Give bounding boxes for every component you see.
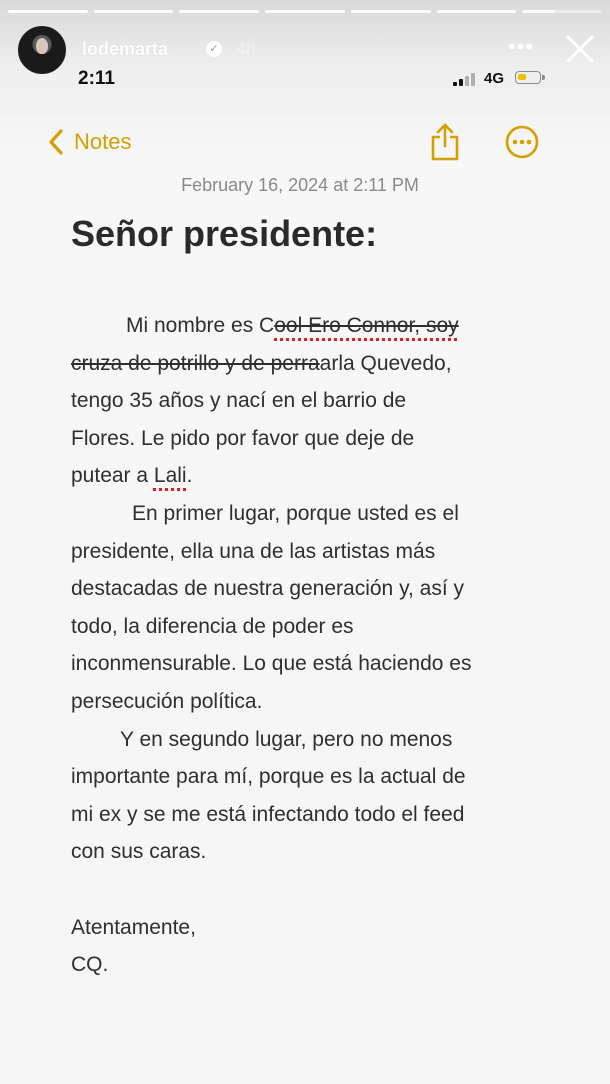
verified-badge-icon: ✓ [206, 41, 222, 57]
note-line: destacadas de nuestra generación y, así y [71, 577, 465, 601]
close-icon[interactable] [563, 32, 597, 66]
network-type: 4G [484, 70, 505, 87]
battery-icon [515, 71, 541, 84]
progress-segment [437, 10, 517, 13]
note-title[interactable]: Señor presidente: [71, 213, 378, 254]
chevron-left-icon [48, 128, 64, 156]
note-line: todo, la diferencia de poder es [71, 614, 354, 638]
note-text-struck [274, 314, 458, 337]
progress-segment [265, 10, 345, 13]
note-line: presidente, ella una de las artistas más [71, 539, 436, 563]
share-icon[interactable] [428, 122, 462, 162]
progress-segment [179, 10, 259, 13]
progress-segment [8, 10, 88, 13]
note-closing: Atentamente, [71, 915, 196, 939]
story-progress-bar [8, 10, 602, 13]
note-line: persecución política. [71, 689, 263, 713]
status-bar-time: 2:11 [78, 68, 115, 89]
battery-tip [542, 75, 545, 80]
note-text: . [186, 464, 193, 488]
story-time-ago: 4h [236, 39, 257, 59]
note-line [71, 307, 551, 345]
note-text-misspelled: ool Ero Connor, soy [274, 314, 459, 337]
note-date: February 16, 2024 at 2:11 PM [181, 175, 419, 195]
note-line: mi ex y se me está infectando todo el feed [71, 802, 465, 826]
progress-segment [351, 10, 431, 13]
note-line [71, 457, 551, 495]
ellipsis-circle-icon[interactable] [504, 124, 540, 160]
avatar[interactable] [18, 26, 66, 74]
note-text-struck: cruza de potrillo y de perra [71, 351, 320, 375]
back-label: Notes [74, 129, 132, 154]
notes-nav-bar [0, 118, 610, 166]
note-text: putear a [71, 464, 154, 488]
note-line: Y en segundo lugar, pero no menos [120, 727, 453, 751]
note-line: En primer lugar, porque usted es el [132, 501, 459, 525]
note-text: Mi nombre es C [126, 314, 275, 337]
note-line: con sus caras. [71, 840, 207, 864]
note-line: importante para mí, porque es la actual de [71, 765, 466, 789]
back-button[interactable] [48, 126, 131, 158]
note-line: tengo 35 años y nací en el barrio de [71, 389, 407, 413]
signal-icon [453, 72, 479, 86]
more-horizontal-icon[interactable]: ••• [508, 34, 535, 59]
note-line: Flores. Le pido por favor que deje de [71, 426, 415, 450]
note-blank-line [71, 871, 551, 909]
note-body[interactable] [71, 307, 551, 984]
note-line [71, 345, 551, 383]
note-line: inconmensurable. Lo que está haciendo es [71, 652, 472, 676]
story-username[interactable]: lodemarta [82, 39, 169, 59]
note-text-misspelled: Lali [153, 464, 187, 488]
progress-segment [94, 10, 174, 13]
note-signature: CQ. [71, 953, 109, 977]
progress-segment-current [522, 10, 602, 13]
battery-level [518, 74, 526, 80]
note-text: arla Quevedo, [319, 351, 452, 375]
